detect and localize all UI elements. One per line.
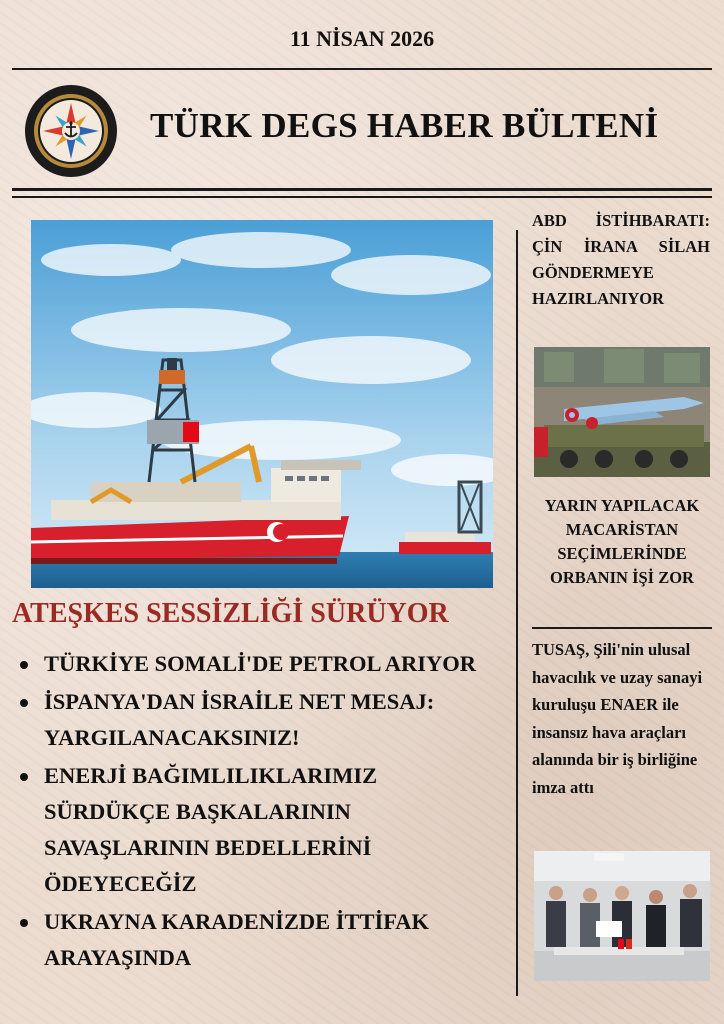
sidebar-headline-hungary: YARIN YAPILACAK MACARİSTAN SEÇİMLERİNDE ORBANIN İŞİ ZOR xyxy=(544,496,700,587)
list-item xyxy=(18,646,498,682)
bullet-text: UKRAYNA KARADENİZDE İTTİFAK ARAYAŞINDA xyxy=(44,909,430,970)
headline-line: HAZIRLANIYOR xyxy=(532,289,665,308)
bullet-icon xyxy=(20,699,28,707)
list-item xyxy=(18,904,498,976)
column-divider xyxy=(516,230,518,996)
main-headline: ATEŞKES SESSİZLİĞİ SÜRÜYOR xyxy=(12,598,449,629)
header-rule-top xyxy=(12,68,712,70)
list-item xyxy=(18,758,498,902)
newsletter-title: TÜRK DEGS HABER BÜLTENİ xyxy=(150,106,659,145)
drilling-ship-photo xyxy=(31,220,493,588)
list-item xyxy=(18,684,498,756)
header-rule-thick xyxy=(12,188,712,191)
headline-line: GÖNDERMEYE xyxy=(532,263,654,282)
bullet-icon xyxy=(20,773,28,781)
bullet-icon xyxy=(20,919,28,927)
news-bullet-list xyxy=(18,646,498,978)
bullet-icon xyxy=(20,661,28,669)
missile-parade-photo xyxy=(534,347,710,477)
bullet-text: TÜRKİYE SOMALİ'DE PETROL ARIYOR xyxy=(44,651,476,676)
headline-line: ABD İSTİHBARATI: xyxy=(532,211,710,230)
signing-ceremony-photo xyxy=(534,851,710,981)
issue-date: 11 NİSAN 2026 xyxy=(289,26,435,51)
compass-anchor-logo-icon xyxy=(24,84,118,178)
bullet-text: İSPANYA'DAN İSRAİLE NET MESAJ: YARGILANACAKSINIZ! xyxy=(44,689,435,750)
sidebar-headline-intel xyxy=(532,208,710,312)
headline-line: ÇİN İRANA SİLAH xyxy=(532,237,710,256)
sidebar-rule xyxy=(532,627,712,629)
sidebar-article-tusas: TUSAŞ, Şili'nin ulusal havacılık ve uzay sanayi kuruluşu ENAER ile insansız hava araçları alanında bir iş birliğine imza attı xyxy=(532,640,703,797)
header-rule-thin xyxy=(12,196,712,198)
bullet-text: ENERJİ BAĞIMLILIKLARIMIZ SÜRDÜKÇE BAŞKALARININ SAVAŞLARININ BEDELLERİNİ ÖDEYECEĞİZ xyxy=(44,763,378,896)
